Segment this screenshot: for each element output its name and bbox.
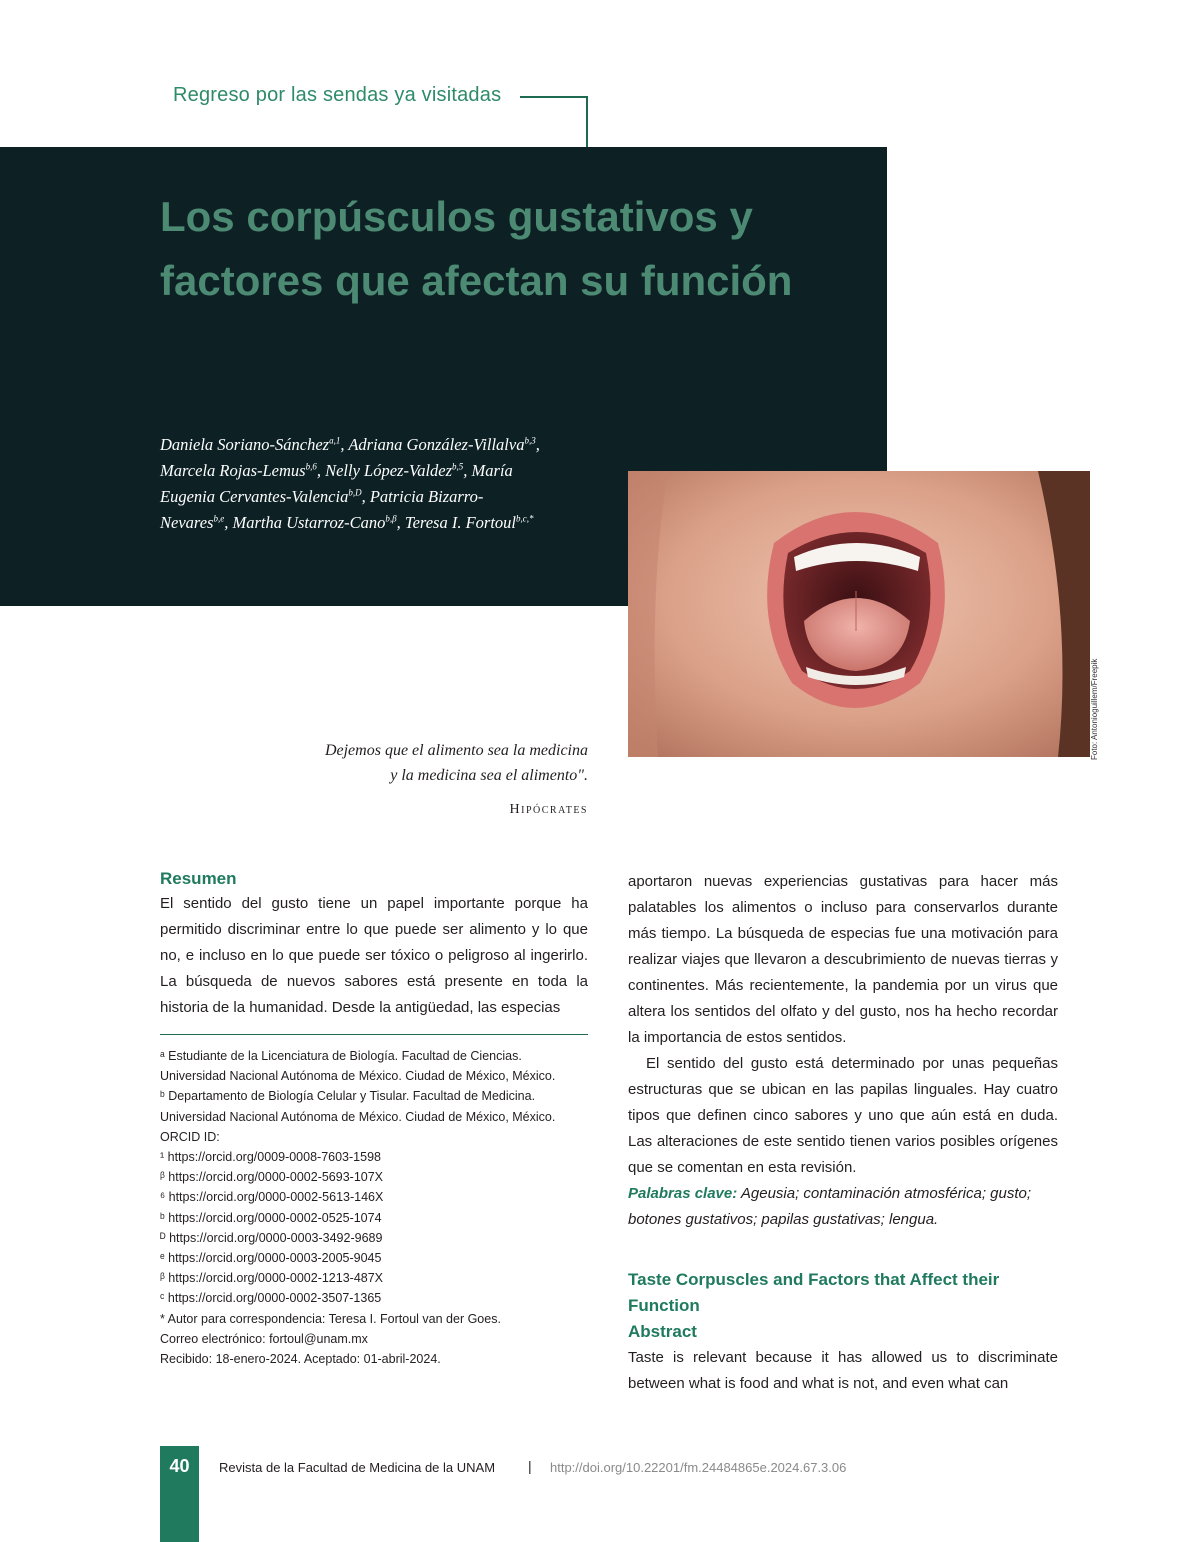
abstract-text: Taste is relevant because it has allowed us to discriminate between what is food and what is not, and even what can — [628, 1349, 1058, 1392]
footer-separator: | — [528, 1458, 532, 1474]
author-separator: , — [340, 435, 349, 454]
keywords-list: Ageusia; contaminación atmosférica; gusto; botones gustativos; papilas gustativas; lengua. — [628, 1185, 1032, 1228]
author-separator: , — [316, 461, 326, 480]
journal-name: Revista de la Facultad de Medicina de la UNAM — [219, 1460, 496, 1475]
footnote-line: ¹ https://orcid.org/0009-0008-7603-1598 — [160, 1150, 381, 1165]
author-affiliation: a,1 — [329, 435, 341, 446]
author-affiliation: b,6 — [305, 461, 317, 472]
epigraph-line-2: y la medicina sea el alimento". — [390, 767, 588, 784]
footnotes — [160, 1046, 588, 1369]
author-affiliation: b,β — [385, 513, 397, 524]
footnote-line: ᶜ https://orcid.org/0000-0002-3507-1365 — [160, 1291, 382, 1306]
footnote-line: Recibido: 18-enero-2024. Aceptado: 01-abril-2024. — [160, 1352, 441, 1367]
author-affiliation: b,3 — [524, 435, 536, 446]
author — [405, 513, 534, 532]
abstract-heading: Abstract — [628, 1322, 697, 1341]
footnote-line: ᵝ https://orcid.org/0000-0002-5693-107X — [160, 1170, 384, 1185]
left-column — [160, 869, 588, 1021]
mouth-illustration — [628, 471, 1090, 757]
author-separator: , — [535, 435, 540, 454]
author-name: María Eugenia Cervantes-Valencia — [160, 461, 513, 506]
author-name: Adriana González-Villalva — [348, 435, 525, 454]
page-number: 40 — [169, 1456, 190, 1476]
article-title: Los corpúsculos gustativos y factores que afectan su función — [160, 193, 793, 304]
author-name: Teresa I. Fortoul — [404, 513, 516, 532]
footnote-line: ORCID ID: — [160, 1129, 220, 1144]
footnote-divider — [160, 1034, 588, 1035]
footnote-line: ᵇ https://orcid.org/0000-0002-0525-1074 — [160, 1210, 382, 1225]
resumen-heading: Resumen — [160, 869, 237, 888]
author-separator: , — [463, 461, 472, 480]
author-affiliation: b,D — [348, 487, 362, 498]
author — [325, 461, 471, 480]
doi-link[interactable]: http://doi.org/10.22201/fm.24484865e.2024.67.3.06 — [550, 1460, 847, 1475]
author-name: Marcela Rojas-Lemus — [160, 461, 306, 480]
footnote-line: ᵉ https://orcid.org/0000-0003-2005-9045 — [160, 1251, 382, 1266]
section-tag-line — [520, 96, 588, 98]
author-affiliation: b,5 — [452, 461, 464, 472]
open-mouth-photo — [628, 471, 1090, 757]
author-name: Patricia Bizarro-Nevares — [160, 487, 484, 532]
author — [232, 513, 404, 532]
english-title: Taste Corpuscles and Factors that Affect their Function — [628, 1270, 1000, 1315]
photo-credit: Foto: Antonioguillem/Freepik — [1090, 658, 1099, 760]
resumen-continuation: aportaron nuevas experiencias gustativas para hacer más palatables los alimentos o incluso para conservarlos durante más tiempo. La búsqueda de especias fue una motivación para realizar viajes que llevaron a descubrimiento de nuevas tierras y continentes. Más recientemente, la pandemia por un virus que altera los sentidos del olfato y del gusto, nos ha hecho recordar la importancia de estos sentidos. — [628, 873, 1058, 1046]
footnote-line: ⁶ https://orcid.org/0000-0002-5613-146X — [160, 1190, 384, 1205]
author-name: Martha Ustarroz-Cano — [232, 513, 386, 532]
keywords-label: Palabras clave: — [628, 1185, 738, 1202]
author-affiliation: b,c,* — [515, 513, 534, 524]
epigraph-author: Hipócrates — [509, 802, 588, 817]
footnote-line: ᵝ https://orcid.org/0000-0002-1213-487X — [160, 1271, 384, 1286]
author — [348, 435, 540, 454]
author-separator: , — [361, 487, 370, 506]
author-separator: , — [396, 513, 405, 532]
author-affiliation: b,e — [213, 513, 225, 524]
author-name: Nelly López-Valdez — [325, 461, 453, 480]
keywords — [628, 1181, 1058, 1233]
epigraph-line-1: Dejemos que el alimento sea la medicina — [324, 742, 588, 759]
epigraph — [260, 738, 588, 788]
resumen-paragraph-2: El sentido del gusto está determinado por unas pequeñas estructuras que se ubican en las papilas linguales. Hay cuatro tipos que definen cinco sabores y uno que aún está en duda. Las alteraciones de este sentido tienen varios posibles orígenes que se comentan en esta revisión. — [628, 1055, 1058, 1176]
author-name: Daniela Soriano-Sánchez — [160, 435, 330, 454]
author-list — [160, 432, 540, 536]
footnote-line: ᵇ Departamento de Biología Celular y Tisular. Facultad de Medicina. Universidad Nacional Autónoma de México. Ciudad de México, México. — [160, 1089, 556, 1124]
footnote-line: * Autor para correspondencia: Teresa I. Fortoul van der Goes. — [160, 1311, 501, 1326]
resumen-text: El sentido del gusto tiene un papel importante porque ha permitido discriminar entre lo que puede ser alimento y lo que no, e incluso en lo que puede ser tóxico o peligroso al ingerirlo. La búsqueda de nuevos sabores está presente en toda la historia de la humanidad. Desde la antigüedad, las especias — [160, 895, 588, 1016]
section-tag-connector — [586, 96, 588, 148]
author-separator: , — [224, 513, 233, 532]
author — [160, 461, 325, 480]
footnote-line: ᵃ Estudiante de la Licenciatura de Biología. Facultad de Ciencias. Universidad Nacional Autónoma de México. Ciudad de México, México. — [160, 1049, 556, 1084]
footnote-line: ᴰ https://orcid.org/0000-0003-3492-9689 — [160, 1230, 383, 1245]
author — [160, 435, 348, 454]
right-column — [628, 869, 1058, 1397]
footnote-line: Correo electrónico: fortoul@unam.mx — [160, 1331, 368, 1346]
section-tag: Regreso por las sendas ya visitadas — [173, 84, 502, 106]
